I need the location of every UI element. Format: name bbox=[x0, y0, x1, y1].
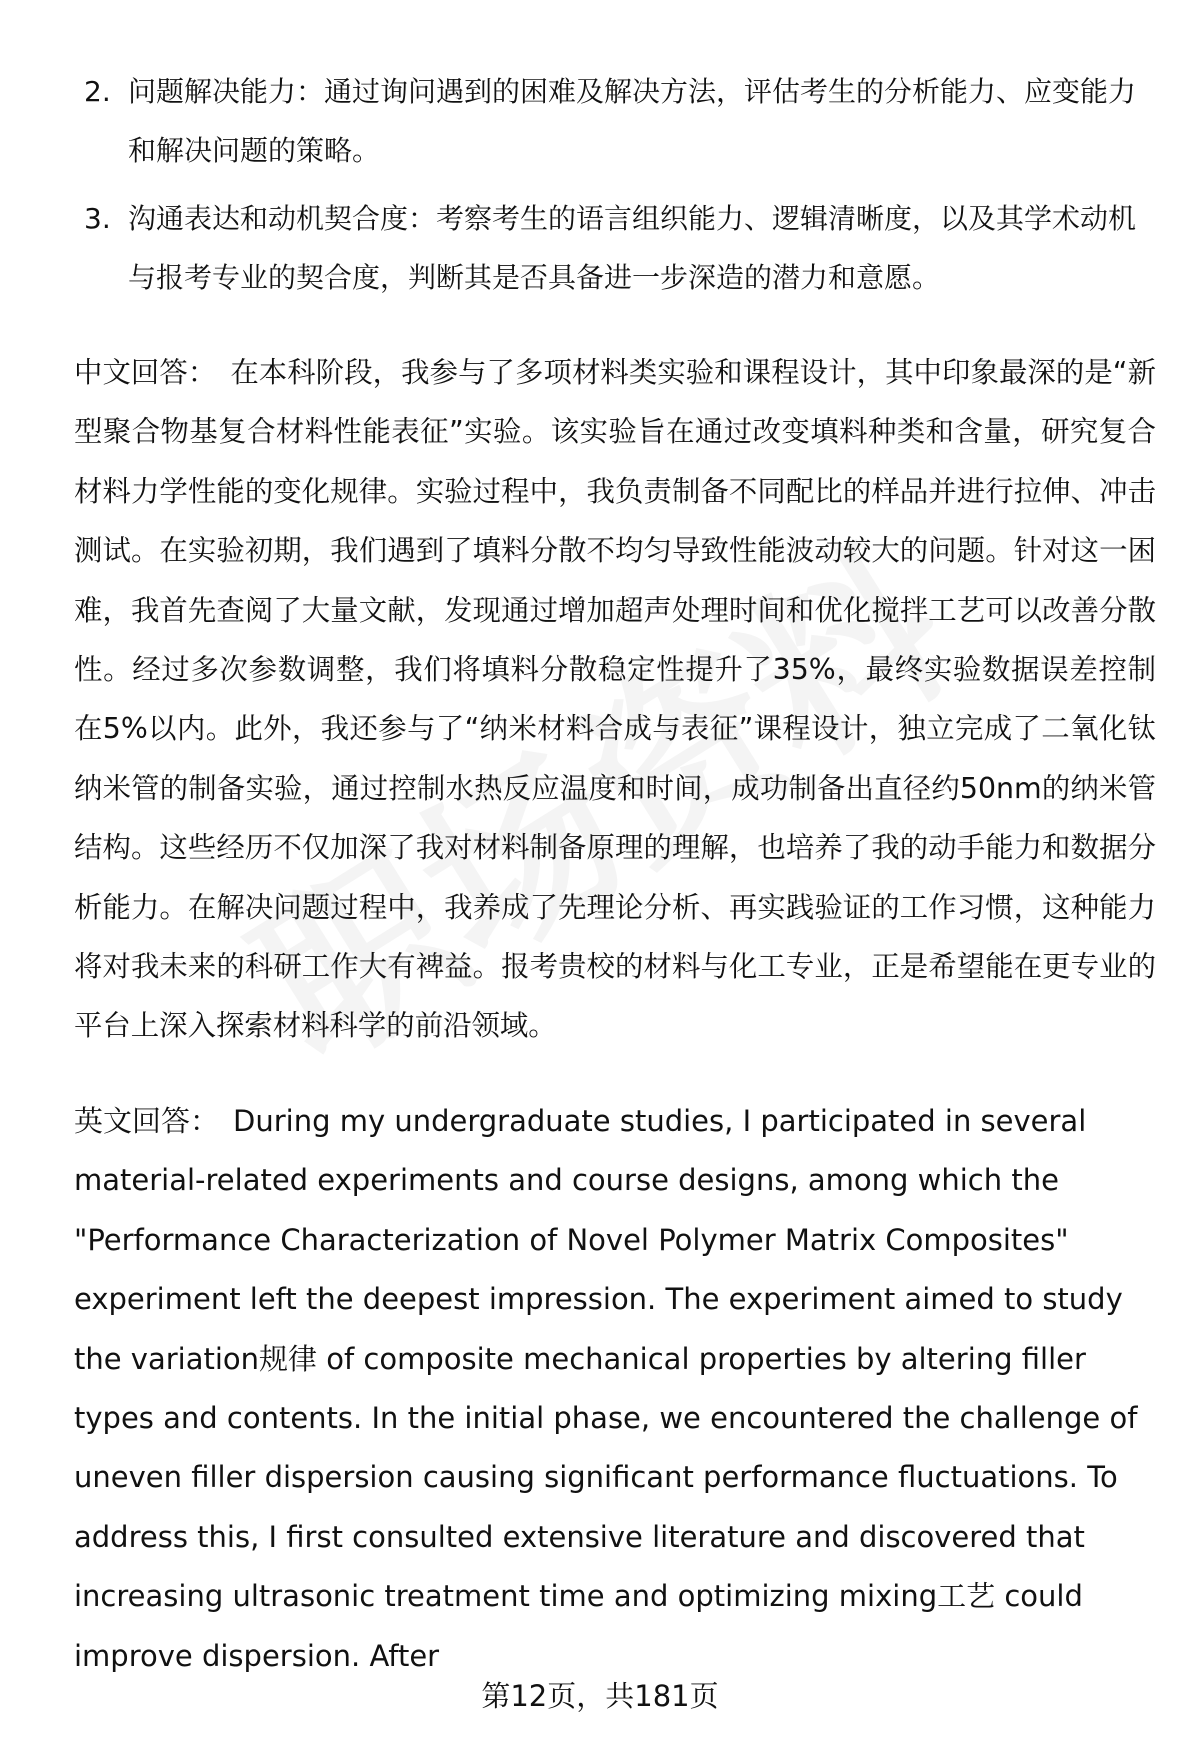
list-item-text: 沟通表达和动机契合度：考察考生的语言组织能力、逻辑清晰度，以及其学术动机与报考专业的契合度，判断其是否具备进一步深造的潜力和意愿。 bbox=[128, 202, 1137, 294]
list-item-text: 问题解决能力：通过询问遇到的困难及解决方法，评估考生的分析能力、应变能力和解决问题的策略。 bbox=[128, 75, 1137, 167]
english-answer bbox=[74, 1092, 1156, 1686]
list-item-number: 3. bbox=[84, 202, 111, 235]
page-footer: 第12页，共181页 bbox=[481, 1679, 719, 1713]
list-item bbox=[74, 62, 1156, 180]
list-item-number: 2. bbox=[84, 75, 111, 108]
list-item bbox=[74, 189, 1156, 307]
document-page bbox=[74, 62, 1156, 1686]
english-answer-label: 英文回答： bbox=[74, 1103, 220, 1138]
chinese-answer-label: 中文回答： bbox=[74, 356, 217, 389]
criteria-list bbox=[74, 62, 1156, 307]
chinese-answer bbox=[74, 343, 1156, 1056]
english-answer-text: During my undergraduate studies, I participated in several material-related experiments and course designs, among which the "Performance Characterization of Novel Polymer Matrix Composites" experiment left the deepest impression. The experiment aimed to study the variation规律 of composite mechanical properties by altering filler types and contents. In the initial phase, we encountered the challenge of uneven filler dispersion causing significant performance fluctuations. To address this, I first consulted extensive literature and discovered that increasing ultrasonic treatment time and optimizing mixing工艺 could improve dispersion. After bbox=[74, 1103, 1138, 1673]
chinese-answer-text: 在本科阶段，我参与了多项材料类实验和课程设计，其中印象最深的是“新型聚合物基复合材料性能表征”实验。该实验旨在通过改变填料种类和含量，研究复合材料力学性能的变化规律。实验过程中，我负责制备不同配比的样品并进行拉伸、冲击测试。在实验初期，我们遇到了填料分散不均匀导致性能波动较大的问题。针对这一困难，我首先查阅了大量文献，发现通过增加超声处理时间和优化搅拌工艺可以改善分散性。经过多次参数调整，我们将填料分散稳定性提升了35%，最终实验数据误差控制在5%以内。此外，我还参与了“纳米材料合成与表征”课程设计，独立完成了二氧化钛纳米管的制备实验，通过控制水热反应温度和时间，成功制备出直径约50nm的纳米管结构。这些经历不仅加深了我对材料制备原理的理解，也培养了我的动手能力和数据分析能力。在解决问题过程中，我养成了先理论分析、再实践验证的工作习惯，这种能力将对我未来的科研工作大有裨益。报考贵校的材料与化工专业，正是希望能在更专业的平台上深入探索材料科学的前沿领域。 bbox=[74, 356, 1156, 1043]
